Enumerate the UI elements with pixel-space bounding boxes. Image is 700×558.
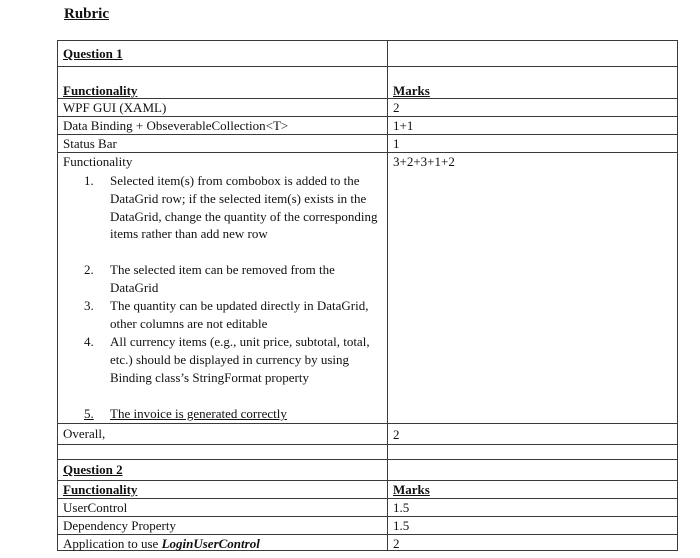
q1-row-marks: 1 <box>393 136 400 151</box>
q1-row-marks: 2 <box>393 100 400 115</box>
q2-marks-header: Marks <box>393 482 430 497</box>
list-text: The quantity can be updated directly in DataGrid, other columns are not editable <box>110 298 369 331</box>
list-text: All currency items (e.g., unit price, subtotal, total, etc.) should be displayed in currency by using Binding class’s StringFormat property <box>110 334 370 385</box>
list-number: 4. <box>84 334 94 349</box>
list-text: The selected item can be removed from the DataGrid <box>110 262 335 295</box>
q2-last-row-emphasis: LoginUserControl <box>161 536 260 551</box>
row-rule <box>57 152 678 153</box>
q1-row-label: Data Binding + ObseverableCollection<T> <box>63 118 289 133</box>
list-number: 3. <box>84 298 94 313</box>
q1-marks-header: Marks <box>393 83 430 98</box>
row-rule <box>57 423 678 424</box>
question-1-heading: Question 1 <box>63 46 123 61</box>
list-number: 2. <box>84 262 94 277</box>
row-rule <box>57 459 678 460</box>
q2-last-row-prefix: Application to use <box>63 536 162 551</box>
q1-overall-label: Overall, <box>63 426 106 441</box>
q2-functionality-header: Functionality <box>63 482 138 497</box>
q1-row-label: Status Bar <box>63 136 117 151</box>
document-title: Rubric <box>64 6 109 22</box>
question-2-heading: Question 2 <box>63 462 123 477</box>
q2-row-marks: 1.5 <box>393 518 410 533</box>
row-rule <box>57 444 678 445</box>
q2-row-marks: 1.5 <box>393 500 410 515</box>
list-number: 1. <box>84 173 94 188</box>
q1-functionality-label: Functionality <box>63 154 133 169</box>
list-text: Selected item(s) from combobox is added to the DataGrid row; if the selected item(s) exists in the DataGrid, change the quantity of the corresponding items rather than add new row <box>110 173 378 242</box>
row-rule <box>57 480 678 481</box>
q1-functionality-marks: 3+2+3+1+2 <box>393 154 455 169</box>
q1-row-label: WPF GUI (XAML) <box>63 100 167 115</box>
q1-row-marks: 1+1 <box>393 118 414 133</box>
q2-row-label: UserControl <box>63 500 128 515</box>
q2-last-row-label <box>63 535 260 552</box>
row-rule <box>57 66 678 67</box>
list-number: 5. <box>84 406 94 421</box>
list-text: The invoice is generated correctly <box>110 406 287 421</box>
row-rule <box>57 134 678 135</box>
q1-functionality-header: Functionality <box>63 83 138 98</box>
row-rule <box>57 498 678 499</box>
q2-row-label: Dependency Property <box>63 518 176 533</box>
q1-overall-marks: 2 <box>393 427 400 442</box>
q2-last-row-marks: 2 <box>393 536 400 551</box>
